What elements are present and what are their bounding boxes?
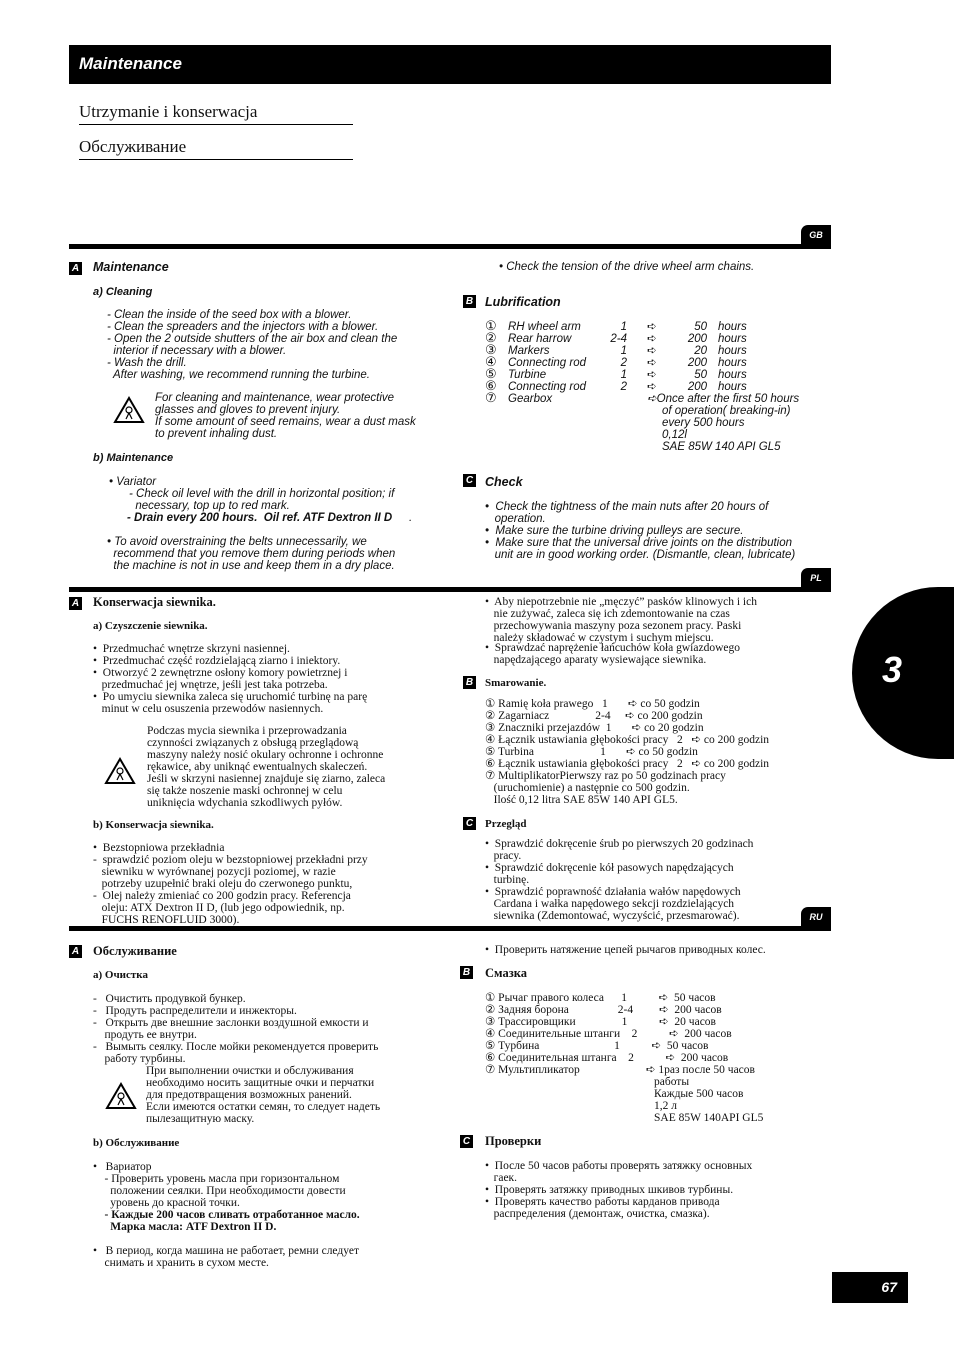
text-line: przedmuchać jej wnętrze, jeśli jest taka potrzeba. <box>93 679 328 691</box>
text-line: SAE 85W 140API GL5 <box>654 1112 764 1124</box>
text-line: - Olej należy zmieniać co 200 godzin pracy. Referencja <box>93 890 351 902</box>
subtitle-polish: Utrzymanie i konserwacja <box>79 102 258 121</box>
text-line: • Przedmuchać część rozdzielającą ziarno i iniektory. <box>93 655 341 667</box>
lub-unit: hours <box>718 321 747 333</box>
text-line: pracy. <box>485 850 522 862</box>
section-title: Maintenance <box>79 54 182 73</box>
lub-row: ② Zagarniacz 2-4 ➪ co 200 godzin <box>485 710 703 722</box>
text-line: every 500 hours <box>662 417 745 429</box>
lub-part: Rear harrow <box>508 333 572 345</box>
text-line: - Check oil level with the drill in horizontal position; if <box>129 488 395 500</box>
text-line: работу турбины. <box>93 1053 186 1065</box>
text-line: interior if necessary with a blower. <box>107 345 287 357</box>
lub-interval: 200 <box>687 381 707 393</box>
text-line: oleju: ATX Dextron II D, (lub jego odpowiednik, np. <box>93 902 345 914</box>
section-marker-b: B <box>460 966 473 979</box>
text-line: necessary, top up to red mark. <box>129 500 290 512</box>
lub-unit: hours <box>718 345 747 357</box>
number-circle-icon: ② <box>485 330 497 345</box>
warning-text: При выполнении очистки и обслуживания <box>146 1065 354 1077</box>
text-line: - Проверить уровень масла при горизонтальном <box>93 1173 340 1185</box>
lub-row: ⑦ Мультипликатор ➪ 1раз после 50 часов <box>485 1064 755 1076</box>
heading: Обслуживание <box>93 944 177 958</box>
section-divider <box>69 244 831 249</box>
warning-icon <box>104 757 136 785</box>
lub-interval: 50 <box>694 369 707 381</box>
warning-text: пылезащитную маску. <box>146 1113 255 1125</box>
subtitle-underline <box>79 159 353 160</box>
text-line: unit are in good working order. (Dismantle, clean, lubricate) <box>485 549 796 561</box>
text-line: гаек. <box>485 1172 518 1184</box>
text-line: napędzającego aparaty wysiewające siewnika. <box>485 654 707 666</box>
lub-row: ④ Łącznik ustawiania głębokości pracy 2 ➪ co 200 godzin <box>485 734 770 746</box>
text-line: recommend that you remove them during periods when <box>107 548 396 560</box>
text-line: • Po umyciu siewnika zaleca się uruchomić turbinę na parę <box>93 691 368 703</box>
warning-text: Если имеются остатки семян, то следует надеть <box>146 1101 381 1113</box>
text-line: siewniku w wyrównanej pozycji poziomej, w razie <box>93 866 336 878</box>
text-line: SAE 85W 140 API GL5 <box>662 441 781 453</box>
language-tab-gb: GB <box>801 225 831 245</box>
heading: Проверки <box>485 1134 542 1148</box>
text-line-bold: - Drain every 200 hours. Oil ref. ATF Dextron II D <box>127 512 393 524</box>
text-line: • Sprawdzać naprężenie łańcuchów koła gwiazdowego <box>485 642 740 654</box>
section-marker-b: B <box>463 295 476 308</box>
arrow-icon: ➪ <box>647 321 657 333</box>
text-line: - Вымыть сеялку. После мойки рекомендуется проверить <box>93 1041 379 1053</box>
number-circle-icon: ④ <box>485 354 497 369</box>
subheading: a) Czyszczenie siewnika. <box>93 620 208 632</box>
lub-unit: hours <box>718 333 747 345</box>
text-line: Ilość 0,12 litra SAE 85W 140 API GL5. <box>485 794 678 806</box>
lub-unit: hours <box>718 357 747 369</box>
section-marker-b: B <box>463 676 476 689</box>
lub-row: ③ Znaczniki przejazdów 1 ➪ co 20 godzin <box>485 722 704 734</box>
warning-text: необходимо носить защитные очки и перчатки <box>146 1077 375 1089</box>
language-tab-ru: RU <box>801 907 831 927</box>
text-line: • Проверить натяжение цепей рычагов приводных колес. <box>485 944 766 956</box>
subheading: b) Обслуживание <box>93 1137 180 1149</box>
lub-part: Turbine <box>508 369 547 381</box>
lub-row: ① Рычаг правого колеса 1 ➪ 50 часов <box>485 992 716 1004</box>
lub-qty: 1 <box>620 321 627 333</box>
arrow-icon: ➪ <box>647 369 657 381</box>
lub-row: ④ Соединительные штанги 2 ➪ 200 часов <box>485 1028 732 1040</box>
language-tab-pl: PL <box>801 568 831 588</box>
text-line: - Открыть две внешние заслонки воздушной емкости и <box>93 1017 369 1029</box>
text-line: • Sprawdzić poprawność działania wałów napędowych <box>485 886 741 898</box>
lub-unit: hours <box>718 369 747 381</box>
lub-qty: 1 <box>620 345 627 357</box>
text-line: 0,12l <box>662 429 687 441</box>
section-marker-c: C <box>463 817 476 830</box>
text-line: • Make sure that the universal drive joints on the distribution <box>485 537 793 549</box>
warning-text: If some amount of seed remains, wear a dust mask <box>155 416 416 428</box>
section-marker-c: C <box>460 1135 473 1148</box>
lub-interval: 50 <box>694 321 707 333</box>
text-line: распределения (демонтаж, очистка, смазка). <box>485 1208 710 1220</box>
section-marker-a: A <box>69 262 82 275</box>
lub-part: Connecting rod <box>508 357 586 369</box>
subtitle-underline <box>79 124 353 125</box>
text-line: nie zużywać, zaleca się ich zdemontowanie na czas <box>485 608 730 620</box>
section-divider <box>69 926 831 931</box>
warning-text: Jeśli w skrzyni nasiennej znajduje się ziarno, zaleca <box>147 773 386 785</box>
section-marker-a: A <box>69 597 82 610</box>
number-circle-icon: ⑦ <box>485 390 497 405</box>
lub-qty: 2-4 <box>610 333 627 345</box>
lub-row: ⑥ Соединительная штанга 2 ➪ 200 часов <box>485 1052 729 1064</box>
subtitle-russian: Обслуживание <box>79 137 187 156</box>
text-line: • В период, когда машина не работает, ремни следует <box>93 1245 359 1257</box>
text-line: • To avoid overstraining the belts unnecessarily, we <box>107 536 367 548</box>
heading: Smarowanie. <box>485 677 547 689</box>
lub-row: ⑦ MultiplikatorPierwszy raz po 50 godzinach pracy <box>485 770 726 782</box>
lub-row: ⑤ Турбина 1 ➪ 50 часов <box>485 1040 709 1052</box>
lub-interval: 200 <box>687 333 707 345</box>
text-line: 1,2 л <box>654 1100 677 1112</box>
text-line: • Sprawdzić dokręcenie kół pasowych napędzających <box>485 862 734 874</box>
lub-part: Markers <box>508 345 550 357</box>
text-line: After washing, we recommend running the turbine. <box>107 369 370 381</box>
text-line: należy składować w czystym i suchym miejscu. <box>485 632 714 644</box>
number-circle-icon: ③ <box>485 342 497 357</box>
lub-row: ⑥ Łącznik ustawiania głębokości pracy 2 ➪ co 200 godzin <box>485 758 770 770</box>
lub-part: Connecting rod <box>508 381 586 393</box>
text-line: - Clean the spreaders and the injectors with a blower. <box>107 321 379 333</box>
warning-text: to prevent inhaling dust. <box>155 428 278 440</box>
lub-unit: hours <box>718 381 747 393</box>
lub-row: ② Задняя борона 2-4 ➪ 200 часов <box>485 1004 722 1016</box>
warning-text: się także noszenie maski ochronnej w celu <box>147 785 343 797</box>
lub-interval: 200 <box>687 357 707 369</box>
text-line: - Очистить продувкой бункер. <box>93 993 246 1005</box>
text-line: • Przedmuchać wnętrze skrzyni nasiennej. <box>93 643 290 655</box>
lub-qty: 1 <box>620 369 627 381</box>
heading: Maintenance <box>93 260 169 274</box>
text-line: • Otworzyć 2 zewnętrzne osłony komory powietrznej i <box>93 667 348 679</box>
warning-text: glasses and gloves to prevent injury. <box>155 404 341 416</box>
text-line: operation. <box>485 513 546 525</box>
heading: Konserwacja siewnika. <box>93 595 216 609</box>
arrow-icon: ➪ <box>647 381 657 393</box>
text-line: продуть ее внутри. <box>93 1029 197 1041</box>
subheading: b) Maintenance <box>93 452 174 464</box>
text-line: - Open the 2 outside shutters of the air box and clean the <box>107 333 398 345</box>
section-marker-c: C <box>463 474 476 487</box>
text-line: • Variator <box>109 476 157 488</box>
chapter-number: 3 <box>881 649 903 690</box>
text-line: potrzeby uzupełnić braki oleju do czerwonego punktu, <box>93 878 353 890</box>
text-line: работы <box>654 1076 690 1088</box>
warning-icon <box>105 1082 137 1110</box>
warning-text: Podczas mycia siewnika i przeprowadzania <box>147 725 347 737</box>
text-line: • Check the tightness of the main nuts after 20 hours of <box>485 501 769 513</box>
text-line: . <box>409 512 413 524</box>
section-header-bar <box>69 45 831 84</box>
heading: Przegląd <box>485 818 527 830</box>
text-line: - Clean the inside of the seed box with a blower. <box>107 309 352 321</box>
text-line: - sprawdzić poziom oleju w bezstopniowej przekładni przy <box>93 854 368 866</box>
arrow-icon: ➪ <box>647 345 657 357</box>
number-circle-icon: ① <box>485 318 497 333</box>
text-line: siewnika (Zdemontować, wyczyścić, przesmarować). <box>485 910 740 922</box>
text-line: przechowywania maszyny poza sezonem pracy. Paski <box>485 620 742 632</box>
text-line: (uruchomienie) a następnie co 500 godzin. <box>485 782 690 794</box>
lub-interval: 20 <box>694 345 707 357</box>
text-line: Каждые 500 часов <box>654 1088 744 1100</box>
text-line: положении сеялки. При необходимости довести <box>93 1185 346 1197</box>
text-line: • Проверять качество работы карданов привода <box>485 1196 720 1208</box>
warning-text: uniknięcia wdychania szkodliwych pyłów. <box>147 797 343 809</box>
text-line: the machine is not in use and keep them in a dry place. <box>107 560 395 572</box>
warning-icon <box>113 396 145 424</box>
lub-part: Gearbox <box>508 393 553 405</box>
lub-row: ⑤ Turbina 1 ➪ co 50 godzin <box>485 746 698 758</box>
subheading: b) Konserwacja siewnika. <box>93 819 214 831</box>
section-marker-a: A <box>69 945 82 958</box>
text-line: • Sprawdzić dokręcenie śrub po pierwszych 20 godzinach <box>485 838 754 850</box>
text-line: ➪Once after the first 50 hours <box>647 393 800 405</box>
lub-row: ③ Трассировщики 1 ➪ 20 часов <box>485 1016 716 1028</box>
text-line: • После 50 часов работы проверять затяжку основных <box>485 1160 753 1172</box>
text-line: • Aby niepotrzebnie nie „męczyć” pasków klinowych i ich <box>485 596 757 608</box>
warning-text: rękawice, aby uniknąć ewentualnych skaleczeń. <box>147 761 368 773</box>
arrow-icon: ➪ <box>647 357 657 369</box>
text-line-bold: Марка масла: ATF Dextron II D. <box>93 1221 277 1233</box>
warning-text: For cleaning and maintenance, wear protective <box>155 392 395 404</box>
warning-text: czynności związanych z obsługą przeglądową <box>147 737 359 749</box>
number-circle-icon: ⑥ <box>485 378 497 393</box>
heading: Check <box>485 475 523 489</box>
lub-qty: 2 <box>620 381 627 393</box>
subheading: a) Cleaning <box>93 286 153 298</box>
subheading: a) Очистка <box>93 969 148 981</box>
warning-text: для предотвращения возможных ранений. <box>146 1089 352 1101</box>
text-line: • Make sure the turbine driving pulleys are secure. <box>485 525 744 537</box>
arrow-icon: ➪ <box>647 333 657 345</box>
section-divider <box>69 587 831 592</box>
text-line: minut w celu osuszenia przewodów nasiennych. <box>93 703 324 715</box>
text-line: turbinę. <box>485 874 530 886</box>
lub-part: RH wheel arm <box>508 321 581 333</box>
text-line: • Bezstopniowa przekładnia <box>93 842 225 854</box>
text-line: уровень до красной точки. <box>93 1197 240 1209</box>
text-line-bold: - Каждые 200 часов сливать отработанное масло. <box>93 1209 360 1221</box>
text-line: • Вариатор <box>93 1161 152 1173</box>
text-line: • Проверять затяжку приводных шкивов турбины. <box>485 1184 734 1196</box>
text-line: FUCHS RENOFLUID 3000). <box>93 914 240 926</box>
text-line: of operation( breaking-in) <box>662 405 791 417</box>
text-line: Cardana i wałka napędowego sekcji rozdzielających <box>485 898 735 910</box>
lub-row: ① Ramię koła prawego 1 ➪ co 50 godzin <box>485 698 700 710</box>
text-line: - Продуть распределители и инжекторы. <box>93 1005 297 1017</box>
heading: Lubrification <box>485 295 561 309</box>
lub-qty: 2 <box>620 357 627 369</box>
text-line: снимать и хранить в сухом месте. <box>93 1257 269 1269</box>
page-number: 67 <box>881 1279 897 1295</box>
heading: Смазка <box>485 966 527 980</box>
text-line: - Wash the drill. <box>107 357 187 369</box>
number-circle-icon: ⑤ <box>485 366 497 381</box>
text-line: • Check the tension of the drive wheel arm chains. <box>499 261 755 273</box>
warning-text: maszyny należy nosić okulary ochronne i ochronne <box>147 749 384 761</box>
